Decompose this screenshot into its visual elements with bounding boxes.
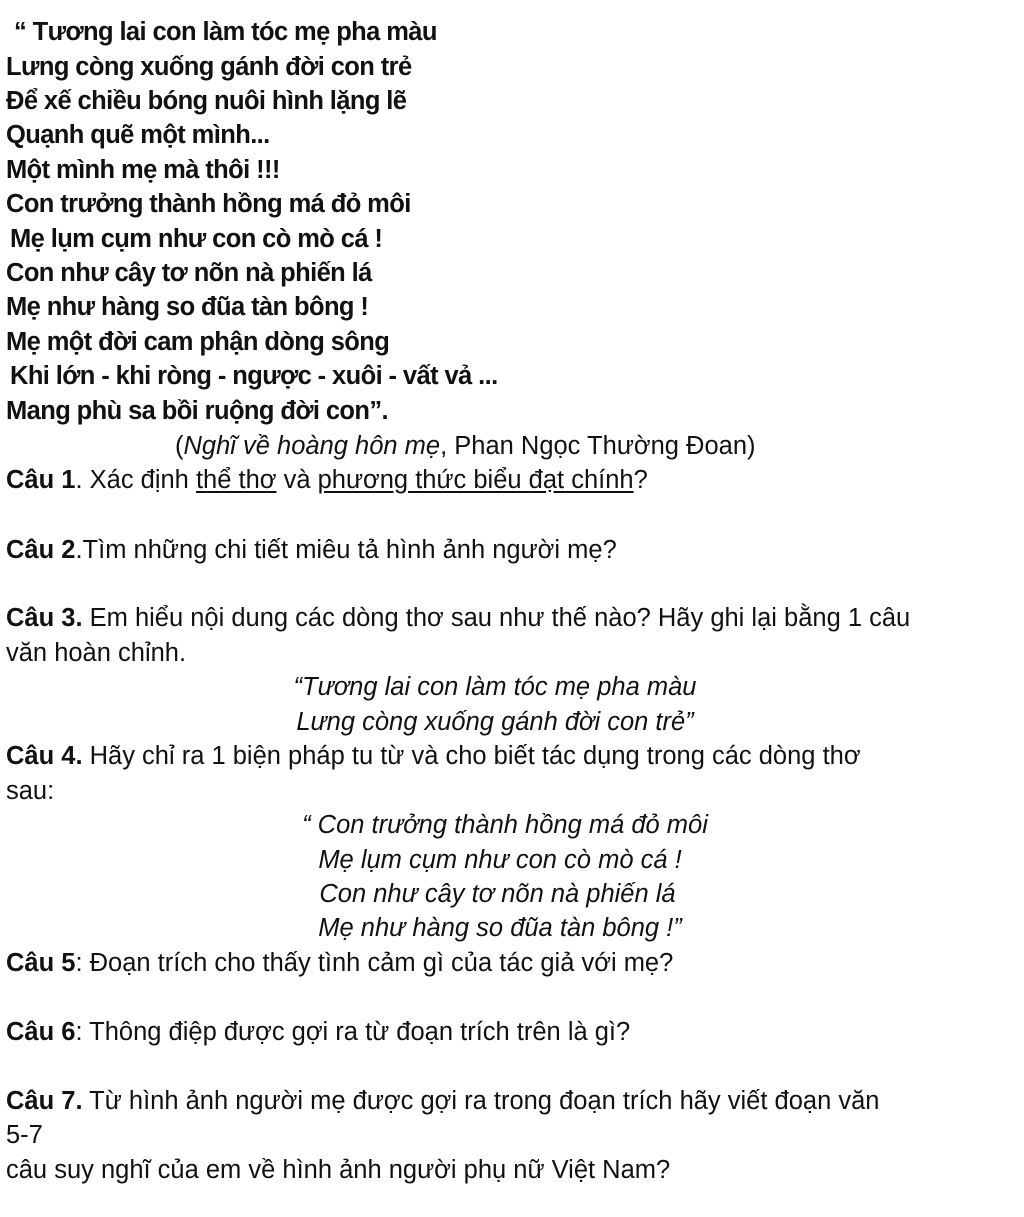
poem-line: Khi lớn - khi ròng - ngược - xuôi - vất vả ... — [10, 362, 498, 390]
source-author: , Phan Ngọc Thường Đoan) — [440, 432, 756, 460]
question-3-quote-line: Lưng còng xuống gánh đời con trẻ” — [296, 708, 694, 736]
question-1-underlined-phuong-thuc: phương thức biểu đạt chính — [317, 466, 634, 494]
poem-line: Mẹ lụm cụm như con cò mò cá ! — [10, 225, 383, 253]
poem-line: Mẹ một đời cam phận dòng sông — [6, 328, 390, 356]
question-2-label: Câu 2 — [6, 536, 76, 564]
question-1-question-mark: ? — [633, 466, 648, 494]
poem-line: Lưng còng xuống gánh đời con trẻ — [6, 53, 412, 81]
poem-line: Một mình mẹ mà thôi !!! — [6, 156, 280, 184]
poem-line: Quạnh quẽ một mình... — [6, 121, 270, 149]
question-6-text: : Thông điệp được gợi ra từ đoạn trích trên là gì? — [75, 1018, 631, 1046]
question-5 — [6, 946, 673, 980]
question-1-label: Câu 1 — [6, 466, 76, 494]
source-title: Nghĩ về hoàng hôn mẹ — [183, 432, 441, 460]
question-7-text-continued: 5-7 — [6, 1121, 43, 1149]
poem-line: Con như cây tơ nõn nà phiến lá — [6, 259, 372, 287]
question-7 — [6, 1084, 879, 1118]
question-7-text: Từ hình ảnh người mẹ được gợi ra trong đoạn trích hãy viết đoạn văn — [82, 1087, 880, 1115]
question-4-label: Câu 4. — [6, 742, 83, 770]
question-4-quote-line: Mẹ như hàng so đũa tàn bông !” — [318, 914, 682, 942]
question-4-quote-line: Con như cây tơ nõn nà phiến lá — [319, 880, 676, 908]
question-3-quote-line: “Tương lai con làm tóc mẹ pha màu — [293, 673, 697, 701]
question-3-text: Em hiểu nội dung các dòng thơ sau như thế nào? Hãy ghi lại bằng 1 câu — [82, 604, 911, 632]
question-4-quote-line: Mẹ lụm cụm như con cò mò cá ! — [318, 846, 682, 874]
poem-line: Con trưởng thành hồng má đỏ môi — [6, 190, 411, 218]
poem-source — [175, 429, 756, 463]
question-5-label: Câu 5 — [6, 949, 76, 977]
poem-line: Mẹ như hàng so đũa tàn bông ! — [6, 293, 369, 321]
source-open-paren: ( — [175, 432, 184, 460]
poem-line: “ Tương lai con làm tóc mẹ pha màu — [14, 18, 437, 46]
question-2-text: .Tìm những chi tiết miêu tả hình ảnh người mẹ? — [75, 536, 617, 564]
question-5-text: : Đoạn trích cho thấy tình cảm gì của tác giả với mẹ? — [75, 949, 674, 977]
poem-line: Để xế chiều bóng nuôi hình lặng lẽ — [6, 87, 407, 115]
question-1-underlined-the-tho: thể thơ — [195, 466, 277, 494]
question-7-text-continued: câu suy nghĩ của em về hình ảnh người phụ nữ Việt Nam? — [6, 1156, 671, 1184]
question-1 — [6, 463, 648, 497]
question-1-text-and: và — [276, 466, 318, 494]
question-4-text: Hãy chỉ ra 1 biện pháp tu từ và cho biết tác dụng trong các dòng thơ — [82, 742, 861, 770]
question-3-label: Câu 3. — [6, 604, 83, 632]
question-6 — [6, 1015, 630, 1049]
question-3-text-continued: văn hoàn chỉnh. — [6, 639, 187, 667]
question-4 — [6, 739, 861, 773]
question-4-quote-line: “ Con trưởng thành hồng má đỏ môi — [302, 811, 708, 839]
question-4-text-continued: sau: — [6, 777, 55, 805]
question-2 — [6, 533, 617, 567]
poem-line: Mang phù sa bồi ruộng đời con”. — [6, 397, 389, 425]
question-7-label: Câu 7. — [6, 1087, 83, 1115]
question-6-label: Câu 6 — [6, 1018, 76, 1046]
question-1-text: . Xác định — [75, 466, 196, 494]
question-3 — [6, 601, 910, 635]
